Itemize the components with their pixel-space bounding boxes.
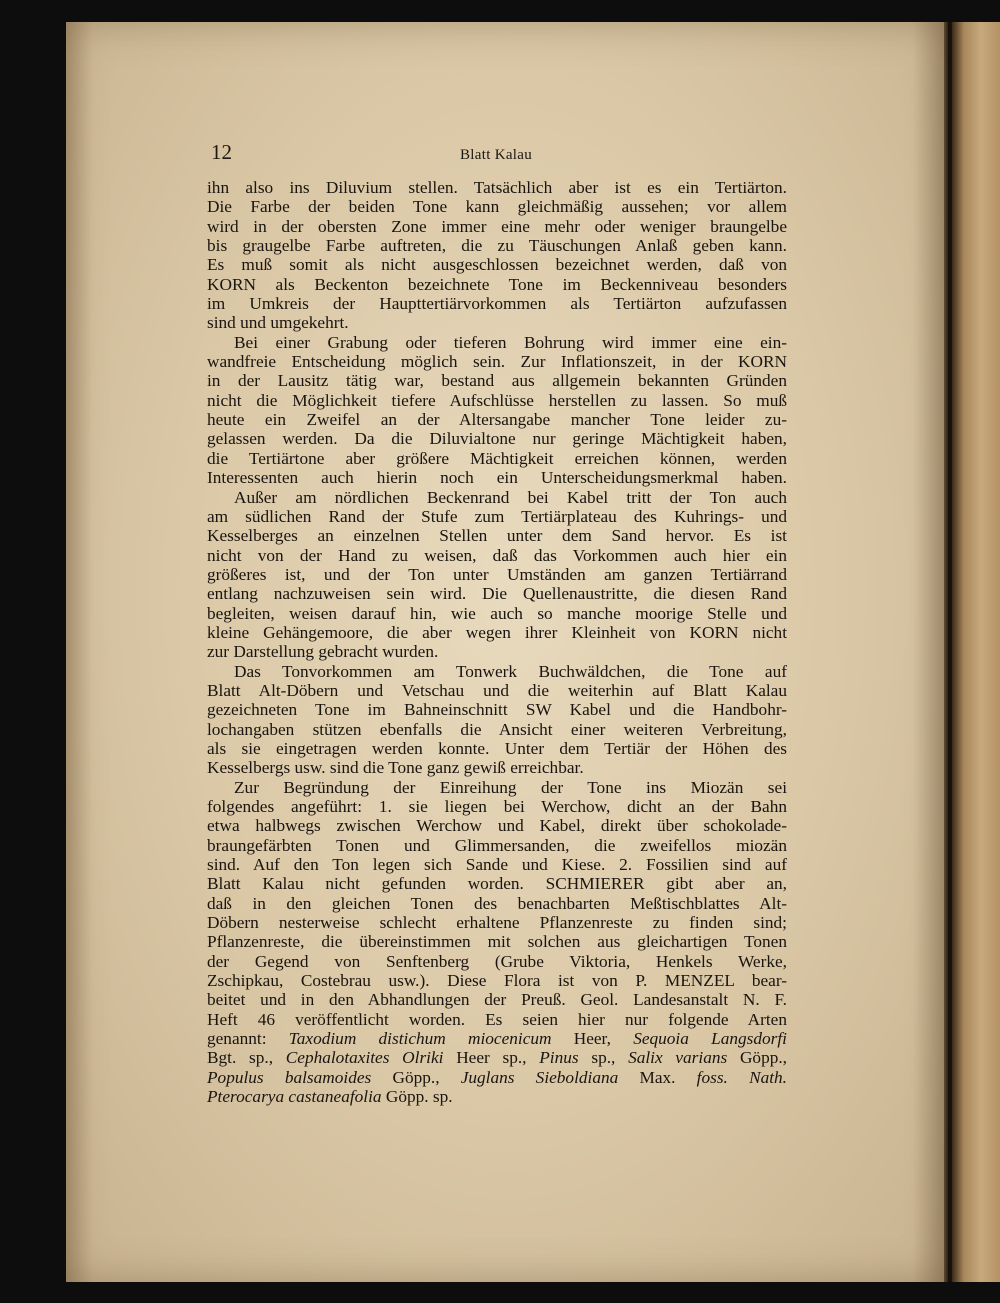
- text-line: Außer am nördlichen Beckenrand bei Kabel tritt der Ton auch: [234, 487, 787, 507]
- text-line: braungefärbten Tonen und Glimmersanden, die zweifellos miozän: [207, 835, 787, 855]
- text-run: Göpp.,: [392, 1067, 440, 1087]
- text-line: sind und umgekehrt.: [207, 313, 349, 333]
- text-line: in der Lausitz tätig war, bestand aus allgemein bekannten Gründen: [207, 371, 787, 391]
- text-line: kleine Gehängemoore, die aber wegen ihrer Kleinheit von KORN nicht: [207, 622, 787, 642]
- text-line: heute ein Zweifel an der Altersangabe mancher Tone leider zu-: [207, 410, 787, 430]
- text-line: wird in der obersten Zone immer eine mehr oder weniger braungelbe: [207, 216, 787, 236]
- text-line: Döbern nesterweise schlecht erhaltene Pflanzenreste zu finden sind;: [207, 913, 787, 933]
- text-line: [207, 1068, 787, 1087]
- body-text: [207, 178, 787, 1107]
- species-name: Pinus: [539, 1048, 579, 1068]
- text-line: im Umkreis der Haupttertiärvorkommen als Tertiärton aufzufassen: [207, 294, 787, 314]
- text-line: Es muß somit als nicht ausgeschlossen bezeichnet werden, daß von: [207, 255, 787, 275]
- text-line: größeres ist, und der Ton unter Umständen am ganzen Tertiärrand: [207, 564, 787, 584]
- text-line: begleiten, weisen darauf hin, wie auch so manche moorige Stelle und: [207, 603, 787, 623]
- text-run: Heer,: [573, 1029, 611, 1049]
- text-line: der Gegend von Senftenberg (Grube Viktoria, Henkels Werke,: [207, 951, 787, 971]
- text-run: Göpp. sp.: [385, 1087, 453, 1107]
- species-name: foss. Nath.: [696, 1067, 787, 1087]
- text-run: Max.: [639, 1067, 676, 1087]
- species-name: Juglans Sieboldiana: [460, 1067, 619, 1087]
- text-line: entlang nachzuweisen sein wird. Die Quellenaustritte, die diesen Rand: [207, 584, 787, 604]
- text-line: Zur Begründung der Einreihung der Tone ins Miozän sei: [234, 777, 787, 797]
- species-name: Populus balsamoides: [207, 1067, 372, 1087]
- text-line: zur Darstellung gebracht wurden.: [207, 642, 439, 662]
- species-name: Cephalotaxites Olriki: [285, 1048, 444, 1068]
- text-line: Heft 46 veröffentlicht worden. Es seien hier nur folgende Arten: [207, 1009, 787, 1029]
- text-line: [207, 1087, 787, 1106]
- text-line: nicht die Möglichkeit tiefere Aufschlüsse herstellen zu lassen. So muß: [207, 390, 787, 410]
- text-line: [207, 1029, 787, 1048]
- text-line: Die Farbe der beiden Tone kann gleichmäßig aussehen; vor allem: [207, 197, 787, 217]
- text-line: die Tertiärtone aber größere Mächtigkeit erreichen können, werden: [207, 448, 787, 468]
- text-run: genannt:: [207, 1029, 267, 1049]
- text-line: wandfreie Entscheidung möglich sein. Zur Inflationszeit, in der KORN: [207, 352, 787, 372]
- adjacent-page-edge: [952, 22, 1000, 1282]
- text-line: Kesselberges an einzelnen Stellen unter dem Sand hervor. Es ist: [207, 526, 787, 546]
- text-line: Blatt Kalau nicht gefunden worden. SCHMIERER gibt aber an,: [207, 874, 787, 894]
- text-line: gezeichneten Tone im Bahneinschnitt SW Kabel und die Handbohr-: [207, 700, 787, 720]
- text-run: Göpp.,: [739, 1048, 787, 1068]
- text-line: als sie eingetragen werden konnte. Unter dem Tertiär der Höhen des: [207, 738, 787, 758]
- text-line: beitet und in den Abhandlungen der Preuß. Geol. Landesanstalt N. F.: [207, 990, 787, 1010]
- text-line: folgendes angeführt: 1. sie liegen bei Werchow, dicht an der Bahn: [207, 797, 787, 816]
- text-line: Blatt Alt-Döbern und Vetschau und die weiterhin auf Blatt Kalau: [207, 680, 787, 700]
- text-line: [207, 1048, 787, 1067]
- text-line: Pflanzenreste, die übereinstimmen mit solchen aus gleichartigen Tonen: [207, 932, 787, 952]
- text-line: sind. Auf den Ton legen sich Sande und Kiese. 2. Fossilien sind auf: [207, 855, 787, 875]
- text-line: nicht von der Hand zu weisen, daß das Vorkommen auch hier ein: [207, 545, 787, 565]
- text-line: gelassen werden. Da die Diluvialtone nur geringe Mächtigkeit haben,: [207, 429, 787, 449]
- text-line: Kesselbergs usw. sind die Tone ganz gewiß erreichbar.: [207, 758, 584, 778]
- text-run: Bgt. sp.,: [207, 1048, 274, 1068]
- text-run: sp.,: [591, 1048, 616, 1068]
- text-line: Zschipkau, Costebrau usw.). Diese Flora ist von P. MENZEL bear-: [207, 971, 787, 991]
- text-line: Bei einer Grabung oder tieferen Bohrung wird immer eine ein-: [234, 332, 787, 352]
- text-line: Interessenten auch hierin noch ein Unterscheidungsmerkmal haben.: [207, 468, 787, 488]
- text-line: etwa halbwegs zwischen Werchow und Kabel, direkt über schokolade-: [207, 816, 787, 836]
- running-head: Blatt Kalau: [460, 147, 533, 163]
- text-line: ihn also ins Diluvium stellen. Tatsächlich aber ist es ein Tertiärton.: [207, 178, 787, 197]
- text-run: Heer sp.,: [456, 1048, 527, 1068]
- species-name: Salix varians: [628, 1048, 728, 1068]
- text-line: bis graugelbe Farbe auftreten, die zu Täuschungen Anlaß geben kann.: [207, 236, 787, 256]
- text-line: am südlichen Rand der Stufe zum Tertiärplateau des Kuhrings- und: [207, 506, 787, 526]
- text-line: daß in den gleichen Tonen des benachbarten Meßtischblattes Alt-: [207, 893, 787, 913]
- text-line: lochangaben stützen ebenfalls die Ansicht einer weiteren Verbreitung,: [207, 719, 787, 739]
- species-name: Pterocarya castaneafolia: [207, 1087, 382, 1107]
- page-number: 12: [211, 140, 232, 164]
- species-name: Sequoia Langsdorfi: [633, 1029, 787, 1049]
- species-name: Taxodium distichum miocenicum: [288, 1029, 552, 1049]
- text-line: Das Tonvorkommen am Tonwerk Buchwäldchen, die Tone auf: [234, 661, 787, 681]
- text-line: KORN als Beckenton bezeichnete Tone im Beckenniveau besonders: [207, 274, 787, 294]
